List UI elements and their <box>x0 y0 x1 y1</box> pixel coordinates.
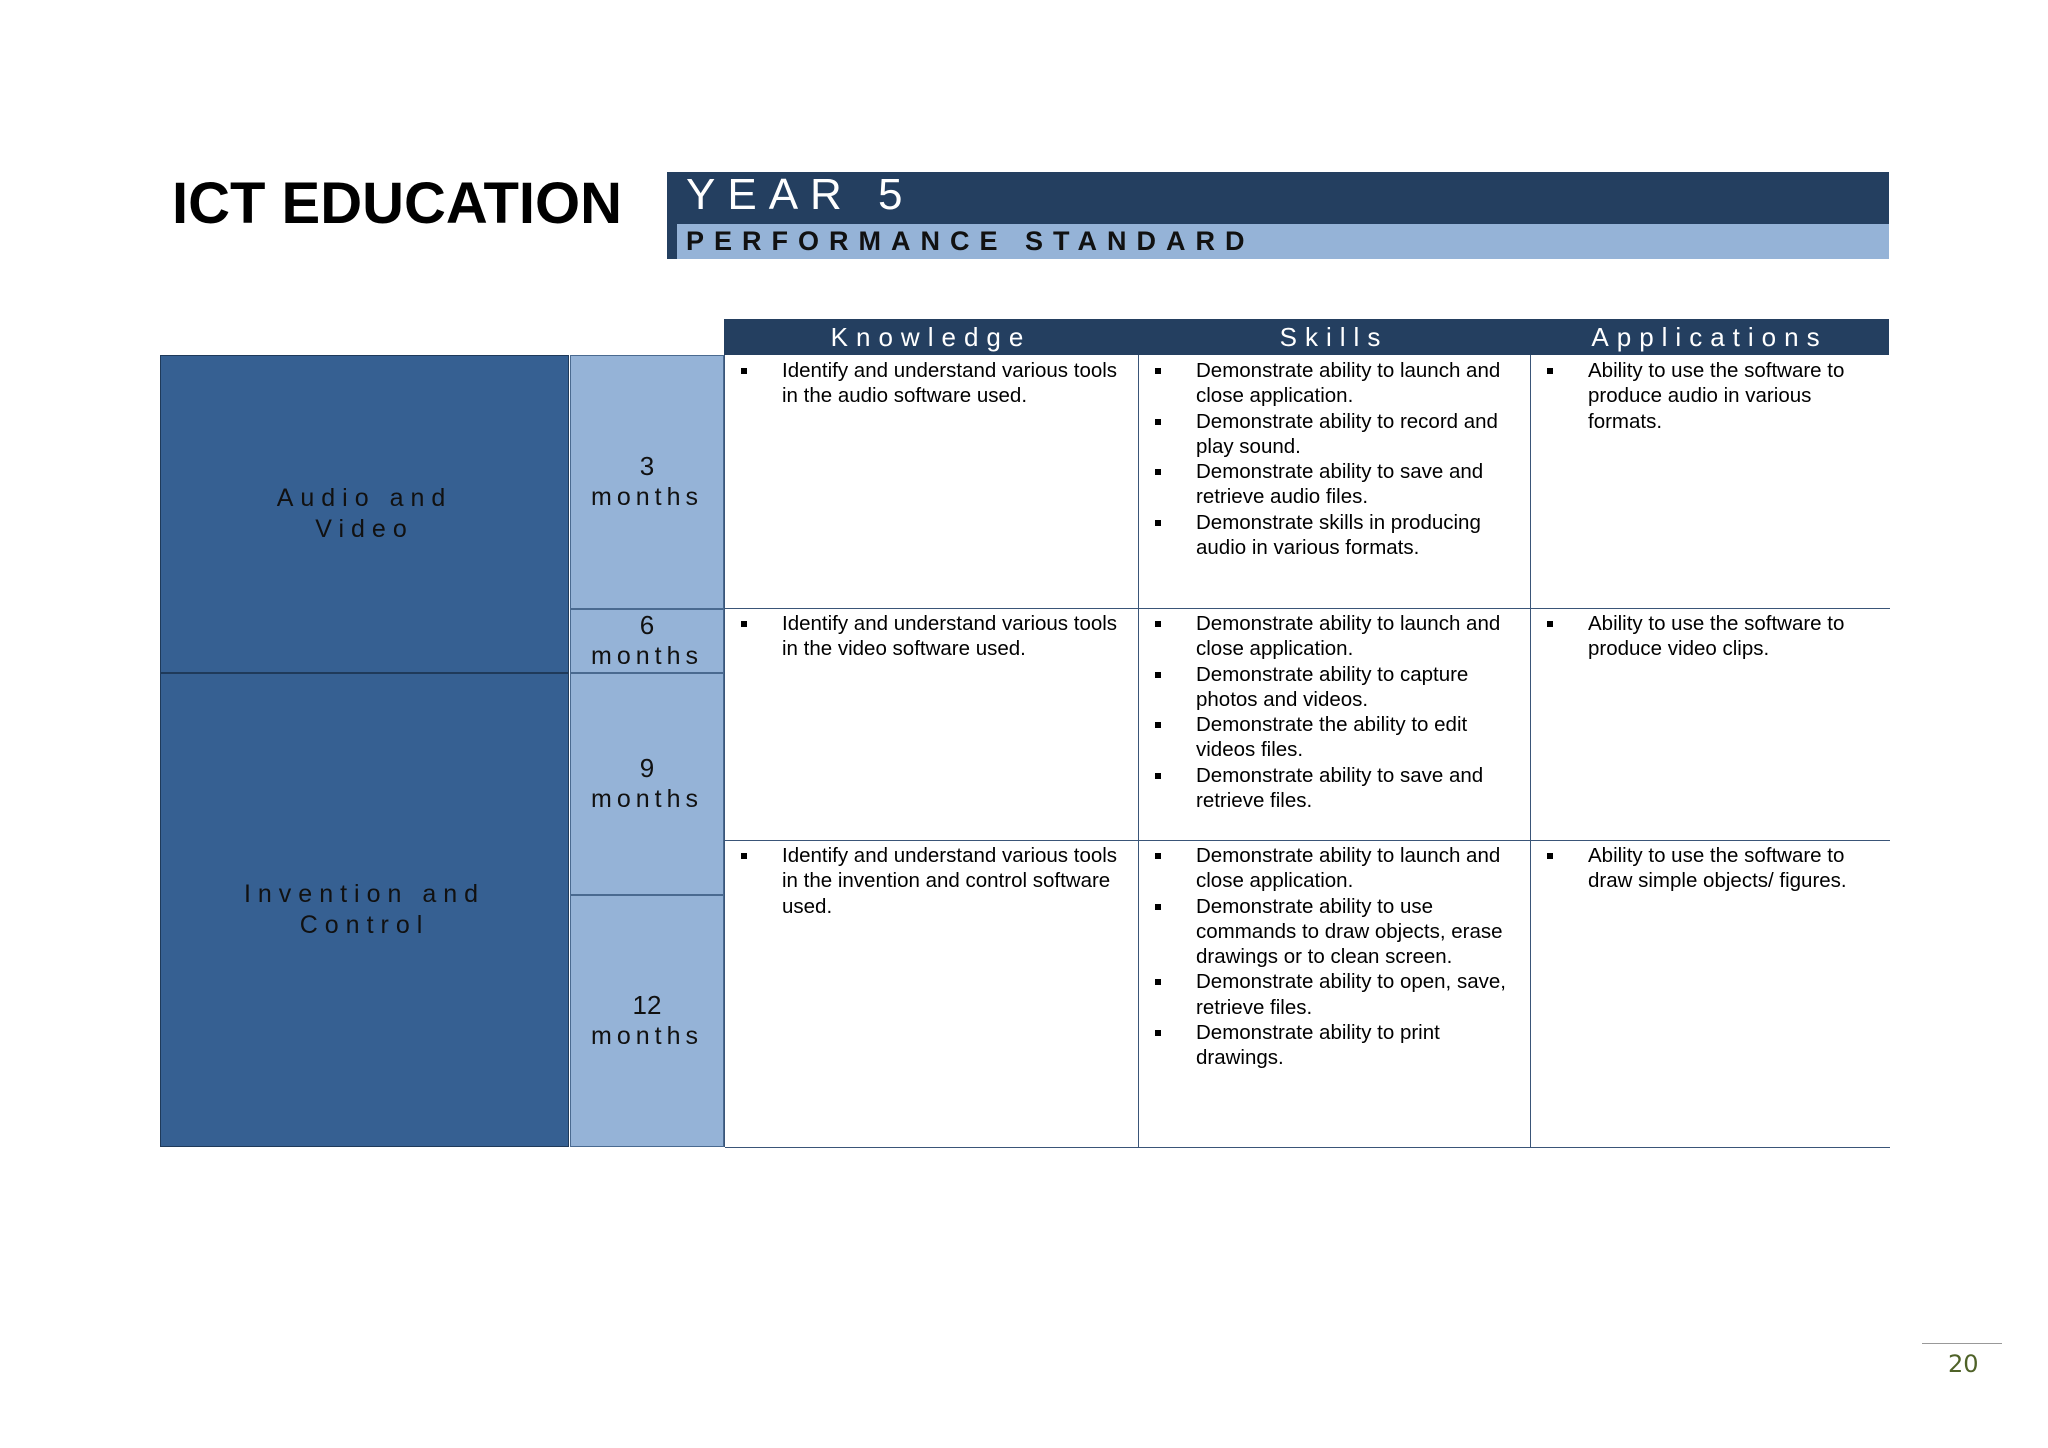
month-cell-6 <box>570 609 724 673</box>
skills-cell <box>1139 840 1531 1147</box>
bullet-list <box>1139 355 1530 560</box>
skills-cell <box>1139 608 1531 840</box>
knowledge-cell <box>725 355 1139 608</box>
bullet-item: Demonstrate ability to record and play sound. <box>1139 409 1530 460</box>
bullet-item: Demonstrate ability to print drawings. <box>1139 1020 1530 1071</box>
bullet-list <box>725 608 1138 662</box>
column-header-applications: Applications <box>1591 322 1828 352</box>
month-unit: months <box>591 642 703 670</box>
table-row <box>725 840 1890 1148</box>
bullet-item: Demonstrate ability to launch and close application. <box>1139 843 1530 894</box>
bullet-item: Demonstrate the ability to edit videos files. <box>1139 712 1530 763</box>
applications-cell <box>1531 840 1890 1147</box>
table-row <box>725 355 1890 609</box>
bullet-item: Ability to use the software to produce audio in various formats. <box>1531 358 1890 434</box>
bullet-list <box>725 355 1138 409</box>
banner-accent <box>667 172 677 259</box>
month-number: 9 <box>639 753 655 783</box>
skills-cell <box>1139 355 1531 608</box>
bullet-item: Ability to use the software to produce video clips. <box>1531 611 1890 662</box>
standards-table <box>724 355 1890 1147</box>
bullet-list <box>1531 840 1890 894</box>
column-header-knowledge: Knowledge <box>830 322 1032 352</box>
page-title: ICT EDUCATION <box>172 171 623 236</box>
month-number: 12 <box>632 990 662 1020</box>
bullet-item: Identify and understand various tools in the audio software used. <box>725 358 1138 409</box>
page-number: 20 <box>1948 1350 1979 1378</box>
area-audio-video <box>160 355 569 673</box>
year-label: YEAR 5 <box>686 170 915 219</box>
bullet-list <box>1139 840 1530 1071</box>
month-number: 6 <box>639 610 655 640</box>
footer-rule <box>1922 1343 2002 1344</box>
bullet-item: Ability to use the software to draw simple objects/ figures. <box>1531 843 1890 894</box>
bullet-list <box>1531 608 1890 662</box>
bullet-list <box>725 840 1138 919</box>
area-invention-control <box>160 673 569 1147</box>
table-row <box>725 608 1890 841</box>
bullet-item: Demonstrate ability to launch and close application. <box>1139 611 1530 662</box>
month-unit: months <box>591 483 703 511</box>
bullet-item: Demonstrate ability to save and retrieve files. <box>1139 763 1530 814</box>
bullet-item: Demonstrate ability to capture photos and videos. <box>1139 662 1530 713</box>
bullet-item: Demonstrate ability to launch and close application. <box>1139 358 1530 409</box>
column-header-skills: Skills <box>1279 322 1389 352</box>
bullet-list <box>1139 608 1530 813</box>
bullet-item: Demonstrate ability to use commands to draw objects, erase drawings or to clean screen. <box>1139 894 1530 970</box>
bullet-item: Demonstrate skills in producing audio in various formats. <box>1139 510 1530 561</box>
month-cell-12 <box>570 895 724 1147</box>
month-number: 3 <box>639 451 655 481</box>
month-cell-3 <box>570 355 724 609</box>
area-label: Audio and Video <box>276 484 453 543</box>
bullet-list <box>1531 355 1890 434</box>
knowledge-cell <box>725 608 1139 840</box>
month-cell-9 <box>570 673 724 895</box>
bullet-item: Identify and understand various tools in the video software used. <box>725 611 1138 662</box>
performance-standard-label: PERFORMANCE STANDARD <box>686 226 1255 256</box>
month-unit: months <box>591 1022 703 1050</box>
bullet-item: Demonstrate ability to open, save, retrieve files. <box>1139 969 1530 1020</box>
bullet-item: Identify and understand various tools in the invention and control software used. <box>725 843 1138 919</box>
bullet-item: Demonstrate ability to save and retrieve audio files. <box>1139 459 1530 510</box>
area-label: Invention and Control <box>243 880 486 939</box>
month-unit: months <box>591 785 703 813</box>
table-header <box>724 319 1889 355</box>
applications-cell <box>1531 355 1890 608</box>
knowledge-cell <box>725 840 1139 1147</box>
applications-cell <box>1531 608 1890 840</box>
